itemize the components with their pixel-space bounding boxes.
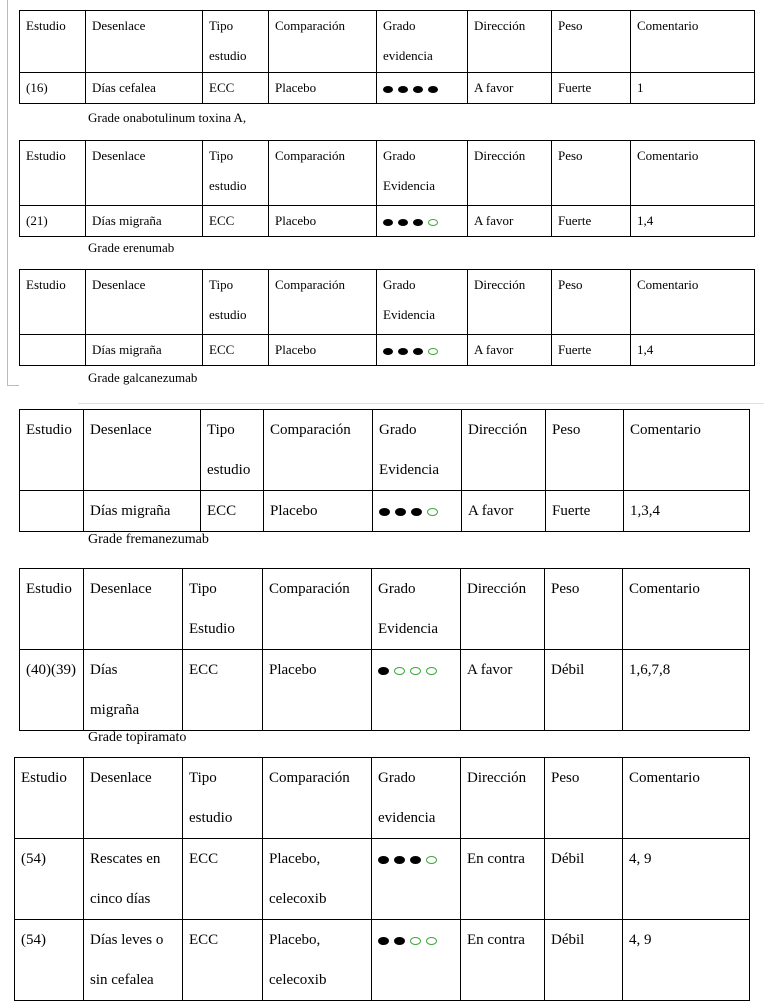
header-desenlace: Desenlace [84,569,183,650]
header-comentario: Comentario [623,569,750,650]
header-row [20,141,755,206]
cell-grade-dots [372,920,461,1001]
cell-direccion: A favor [461,650,545,731]
header-direccion: Dirección [468,270,552,335]
filled-circle-icon [398,86,408,93]
header-tipo: Tipo estudio [203,11,269,73]
cell-grade-dots [377,335,468,366]
filled-circle-icon [428,86,438,93]
cell-direccion: A favor [468,73,552,104]
cell-peso: Débil [545,920,623,1001]
empty-circle-icon [428,219,438,226]
cell-estudio: (54) [15,920,84,1001]
cell-direccion: A favor [468,206,552,237]
header-tipo: Tipo estudio [203,270,269,335]
page-frame-left [7,0,8,385]
cell-grade-dots [377,206,468,237]
table-row [20,73,755,104]
header-tipo: Tipo estudio [203,141,269,206]
cell-desenlace: Días migraña [84,491,201,532]
cell-tipo: ECC [183,920,263,1001]
cell-peso: Débil [545,839,623,920]
filled-circle-icon [411,508,422,516]
header-peso: Peso [545,569,623,650]
filled-circle-icon [383,86,393,93]
cell-tipo: ECC [183,650,263,731]
caption-fremanezumab: Grade fremanezumab [88,532,209,547]
cell-estudio: (16) [20,73,86,104]
empty-circle-icon [394,667,405,675]
header-grado: Grado evidencia [372,758,461,839]
grade-table-onabotulinum [19,10,755,104]
header-desenlace: Desenlace [86,11,203,73]
table-row [15,839,750,920]
filled-circle-icon [394,856,405,864]
cell-peso: Fuerte [546,491,624,532]
header-estudio: Estudio [20,569,84,650]
cell-comparacion: Placebo, celecoxib [263,839,372,920]
header-desenlace: Desenlace [86,270,203,335]
table-row [20,650,750,731]
cell-comentario: 4, 9 [623,839,750,920]
grade-table-celecoxib [14,757,750,1001]
page-separator [78,403,764,404]
header-desenlace: Desenlace [84,758,183,839]
filled-circle-icon [383,219,393,226]
cell-desenlace: Días cefalea [86,73,203,104]
header-comentario: Comentario [631,141,755,206]
header-comparacion: Comparación [263,758,372,839]
filled-circle-icon [378,667,389,675]
cell-desenlace: Días migraña [84,650,183,731]
cell-comparacion: Placebo [269,335,377,366]
header-direccion: Dirección [461,569,545,650]
cell-desenlace: Días migraña [86,206,203,237]
cell-direccion: A favor [468,335,552,366]
cell-estudio: (21) [20,206,86,237]
cell-comentario: 1,4 [631,335,755,366]
header-estudio: Estudio [20,270,86,335]
header-grado: Grado Evidencia [373,410,462,491]
header-grado: Grado Evidencia [372,569,461,650]
cell-tipo: ECC [203,335,269,366]
cell-peso: Fuerte [552,206,631,237]
cell-comparacion: Placebo [269,73,377,104]
header-grado: Grado Evidencia [377,141,468,206]
table-row [20,206,755,237]
header-row [20,569,750,650]
cell-direccion: En contra [461,839,545,920]
cell-estudio: (54) [15,839,84,920]
header-tipo: Tipo estudio [183,758,263,839]
table-row [15,920,750,1001]
cell-tipo: ECC [201,491,264,532]
header-direccion: Dirección [461,758,545,839]
filled-circle-icon [413,219,423,226]
table-row [20,335,755,366]
header-grado: Grado Evidencia [377,270,468,335]
header-desenlace: Desenlace [86,141,203,206]
cell-estudio [20,491,84,532]
cell-grade-dots [377,73,468,104]
filled-circle-icon [413,348,423,355]
grade-table-erenumab [19,140,755,237]
filled-circle-icon [413,86,423,93]
header-estudio: Estudio [15,758,84,839]
filled-circle-icon [394,937,405,945]
cell-peso: Fuerte [552,335,631,366]
header-peso: Peso [552,141,631,206]
header-tipo: Tipo Estudio [183,569,263,650]
header-direccion: Dirección [468,11,552,73]
header-grado: Grado evidencia [377,11,468,73]
cell-tipo: ECC [203,206,269,237]
header-comparacion: Comparación [269,141,377,206]
cell-peso: Débil [545,650,623,731]
header-comentario: Comentario [631,11,755,73]
cell-grade-dots [372,650,461,731]
cell-estudio [20,335,86,366]
grade-table-fremanezumab [19,409,750,532]
empty-circle-icon [426,856,437,864]
caption-topiramato: Grade topiramato [88,730,187,745]
header-comparacion: Comparación [263,569,372,650]
empty-circle-icon [426,667,437,675]
empty-circle-icon [410,937,421,945]
filled-circle-icon [398,219,408,226]
page-frame-bottom [7,385,19,386]
cell-tipo: ECC [183,839,263,920]
cell-comentario: 4, 9 [623,920,750,1001]
table-row [20,491,750,532]
filled-circle-icon [395,508,406,516]
empty-circle-icon [410,667,421,675]
cell-comentario: 1,3,4 [624,491,750,532]
header-row [20,410,750,491]
header-row [20,11,755,73]
cell-grade-dots [373,491,462,532]
empty-circle-icon [426,937,437,945]
caption-galcanezumab: Grade galcanezumab [88,370,198,385]
header-comentario: Comentario [631,270,755,335]
grade-table-galcanezumab [19,269,755,366]
header-row [15,758,750,839]
header-comparacion: Comparación [269,270,377,335]
grade-table-topiramato [19,568,750,731]
header-peso: Peso [552,270,631,335]
cell-comentario: 1,4 [631,206,755,237]
caption-onabotulinum: Grade onabotulinum toxina A, [88,110,247,125]
filled-circle-icon [379,508,390,516]
cell-direccion: En contra [461,920,545,1001]
header-tipo: Tipo estudio [201,410,264,491]
caption-erenumab: Grade erenumab [88,240,175,255]
header-peso: Peso [545,758,623,839]
cell-direccion: A favor [462,491,546,532]
cell-comparacion: Placebo [264,491,373,532]
header-desenlace: Desenlace [84,410,201,491]
empty-circle-icon [427,508,438,516]
filled-circle-icon [383,348,393,355]
header-comentario: Comentario [624,410,750,491]
header-peso: Peso [552,11,631,73]
cell-estudio: (40)(39) [20,650,84,731]
filled-circle-icon [378,937,389,945]
filled-circle-icon [410,856,421,864]
cell-peso: Fuerte [552,73,631,104]
filled-circle-icon [378,856,389,864]
header-row [20,270,755,335]
header-estudio: Estudio [20,410,84,491]
header-direccion: Dirección [468,141,552,206]
cell-comentario: 1 [631,73,755,104]
header-estudio: Estudio [20,11,86,73]
cell-desenlace: Rescates en cinco días [84,839,183,920]
header-comparacion: Comparación [264,410,373,491]
filled-circle-icon [398,348,408,355]
cell-comparacion: Placebo [263,650,372,731]
header-direccion: Dirección [462,410,546,491]
header-comentario: Comentario [623,758,750,839]
empty-circle-icon [428,348,438,355]
cell-comparacion: Placebo [269,206,377,237]
cell-comparacion: Placebo, celecoxib [263,920,372,1001]
cell-tipo: ECC [203,73,269,104]
header-peso: Peso [546,410,624,491]
cell-comentario: 1,6,7,8 [623,650,750,731]
cell-desenlace: Días leves o sin cefalea [84,920,183,1001]
cell-desenlace: Días migraña [86,335,203,366]
header-estudio: Estudio [20,141,86,206]
header-comparacion: Comparación [269,11,377,73]
cell-grade-dots [372,839,461,920]
